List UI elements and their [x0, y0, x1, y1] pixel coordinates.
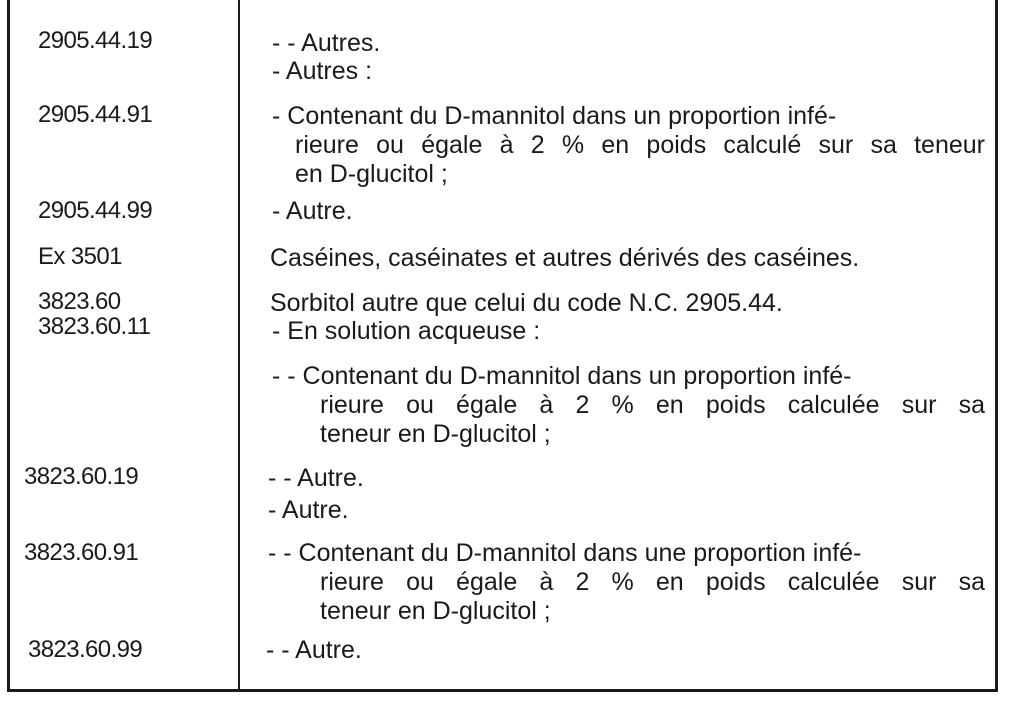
description-continuation: rieure ou égale à 2 % en poids calculée sur sa	[320, 391, 985, 419]
code-cell: 3823.60	[38, 288, 121, 315]
description-cell: - Autres :	[272, 57, 373, 85]
description-continuation: teneur en D-glucitol ;	[320, 597, 551, 625]
description-cell: - - Autres.	[272, 29, 381, 57]
description-cell: - En solution acqueuse :	[272, 317, 541, 345]
code-cell: 3823.60.91	[24, 539, 139, 566]
code-cell: 2905.44.19	[38, 27, 153, 54]
code-cell: 2905.44.91	[38, 101, 153, 128]
description-continuation: rieure ou égale à 2 % en poids calculée sur sa	[320, 568, 985, 596]
code-cell: 2905.44.99	[38, 197, 153, 224]
code-cell: 3823.60.99	[28, 636, 143, 663]
description-continuation: teneur en D-glucitol ;	[320, 420, 551, 448]
description-cell: - Contenant du D-mannitol dans un proportion infé-	[272, 102, 837, 130]
code-cell: Ex 3501	[38, 243, 122, 270]
description-cell: - - Autre.	[268, 464, 364, 492]
code-cell: 3823.60.11	[38, 313, 151, 340]
code-cell: 3823.60.19	[24, 463, 139, 490]
description-cell: - - Contenant du D-mannitol dans un proportion infé-	[272, 362, 852, 390]
column-divider	[238, 0, 240, 692]
description-cell: - Autre.	[272, 197, 353, 225]
description-cell: - - Autre.	[266, 636, 362, 664]
description-continuation: en D-glucitol ;	[295, 160, 448, 188]
description-cell: - - Contenant du D-mannitol dans une proportion infé-	[268, 539, 862, 567]
description-cell: - Autre.	[268, 496, 349, 524]
description-cell: Sorbitol autre que celui du code N.C. 2905.44.	[270, 289, 783, 317]
description-continuation: rieure ou égale à 2 % en poids calculé sur sa teneur	[295, 131, 985, 159]
description-cell: Caséines, caséinates et autres dérivés des caséines.	[270, 244, 860, 272]
